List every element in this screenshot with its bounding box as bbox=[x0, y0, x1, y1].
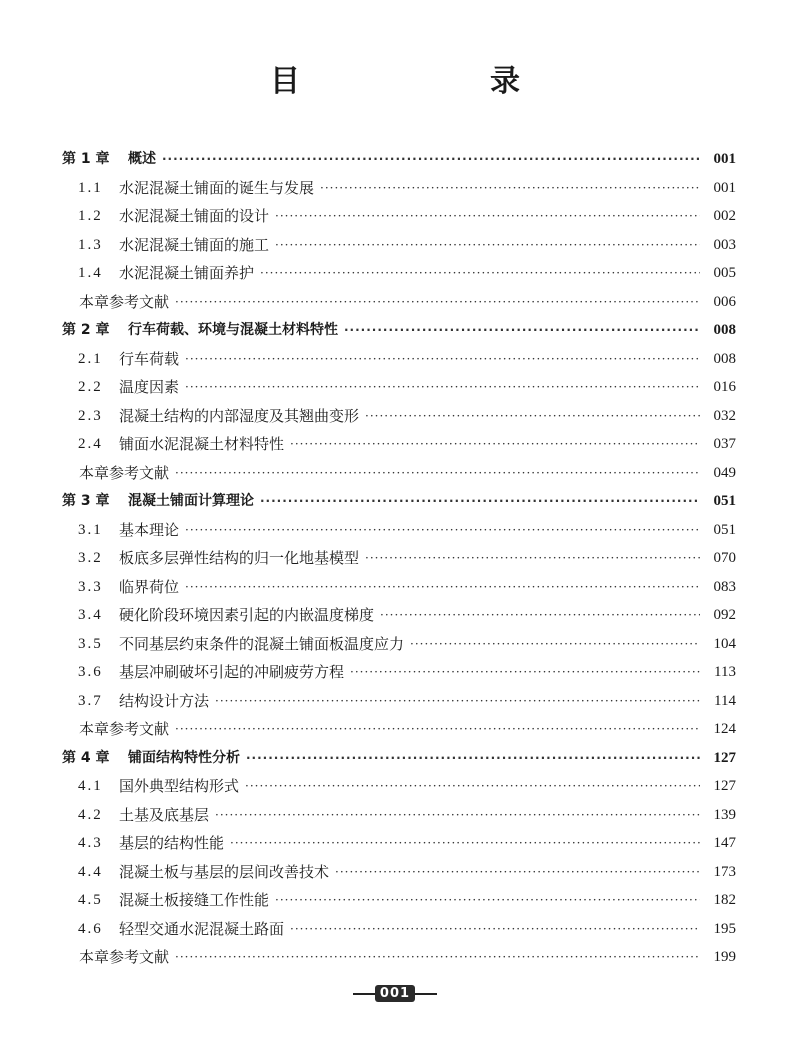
toc-entry-title: 临界荷位 bbox=[119, 577, 180, 596]
dot-leader bbox=[335, 862, 700, 882]
toc-section-row[interactable] bbox=[0, 658, 790, 687]
toc-references-row[interactable] bbox=[0, 715, 790, 744]
dot-leader bbox=[275, 890, 700, 910]
toc-page-number: 002 bbox=[713, 208, 736, 225]
toc-section-row[interactable] bbox=[0, 202, 790, 231]
toc-entry-title: 温度因素 bbox=[119, 378, 180, 397]
toc-entry-title: 结构设计方法 bbox=[119, 691, 210, 710]
toc-section-row[interactable] bbox=[0, 630, 790, 659]
toc-page-number: 008 bbox=[713, 350, 736, 367]
dot-leader bbox=[290, 919, 700, 939]
toc-page-number: 199 bbox=[713, 949, 736, 966]
toc-entry-title: 混凝土结构的内部湿度及其翘曲变形 bbox=[119, 406, 360, 425]
toc-entry-number: 1.1 bbox=[78, 179, 103, 196]
toc-page-number: 114 bbox=[714, 692, 736, 709]
toc-section-row[interactable] bbox=[0, 687, 790, 716]
toc-chapter-row[interactable] bbox=[0, 487, 790, 516]
toc-entry-number: 3.5 bbox=[78, 635, 103, 652]
toc-page-number: 003 bbox=[713, 236, 736, 253]
toc-section-row[interactable] bbox=[0, 915, 790, 944]
toc-entry-number: 3.1 bbox=[78, 521, 103, 538]
toc-entry-title: 行车荷载、环境与混凝土材料特性 bbox=[128, 322, 338, 339]
toc-entry-number: 2.2 bbox=[78, 379, 103, 396]
toc-entry-number: 2.4 bbox=[78, 436, 103, 453]
dot-leader bbox=[320, 178, 700, 198]
toc-page-number: 083 bbox=[713, 578, 736, 595]
toc-entry-number: 1.4 bbox=[78, 265, 103, 282]
toc-entry-title: 概述 bbox=[128, 151, 156, 168]
toc-entry-title: 混凝土板接缝工作性能 bbox=[119, 891, 270, 910]
toc-section-row[interactable] bbox=[0, 858, 790, 887]
toc-references-row[interactable] bbox=[0, 943, 790, 972]
dot-leader bbox=[175, 719, 700, 739]
toc-entry-number: 2.3 bbox=[78, 407, 103, 424]
toc-page-number: 001 bbox=[713, 151, 736, 168]
toc-page-number: 049 bbox=[713, 464, 736, 481]
dot-leader bbox=[365, 548, 700, 568]
dot-leader bbox=[350, 662, 700, 682]
toc-section-row[interactable] bbox=[0, 516, 790, 545]
toc-section-row[interactable] bbox=[0, 345, 790, 374]
dot-leader bbox=[185, 520, 700, 540]
page-footer bbox=[0, 985, 790, 1002]
toc-page-number: 037 bbox=[713, 436, 736, 453]
toc-entry-title: 基本理论 bbox=[119, 520, 180, 539]
toc-page-number: 139 bbox=[713, 806, 736, 823]
toc-page-number: 113 bbox=[714, 664, 736, 681]
toc-chapter-row[interactable] bbox=[0, 145, 790, 174]
toc-entry-number: 2.1 bbox=[78, 350, 103, 367]
dot-leader bbox=[275, 206, 700, 226]
toc-chapter-row[interactable] bbox=[0, 316, 790, 345]
toc-page-number: 051 bbox=[713, 493, 736, 510]
toc-entry-title: 本章参考文献 bbox=[79, 463, 170, 482]
toc-entry-number: 第 1 章 bbox=[62, 151, 110, 168]
toc-entry-title: 基层冲刷破坏引起的冲刷疲劳方程 bbox=[119, 663, 345, 682]
toc-page-number: 182 bbox=[713, 892, 736, 909]
toc-entry-title: 基层的结构性能 bbox=[119, 834, 225, 853]
toc-section-row[interactable] bbox=[0, 231, 790, 260]
table-of-contents bbox=[0, 145, 790, 972]
toc-entry-number: 第 3 章 bbox=[62, 493, 110, 510]
toc-references-row[interactable] bbox=[0, 459, 790, 488]
toc-section-row[interactable] bbox=[0, 772, 790, 801]
toc-entry-number: 4.2 bbox=[78, 806, 103, 823]
toc-entry-title: 本章参考文献 bbox=[79, 292, 170, 311]
dot-leader bbox=[175, 292, 700, 312]
dot-leader bbox=[175, 947, 700, 967]
toc-page-number: 147 bbox=[713, 835, 736, 852]
dot-leader bbox=[185, 377, 700, 397]
toc-entry-title: 板底多层弹性结构的归一化地基模型 bbox=[119, 549, 360, 568]
toc-page-number: 005 bbox=[713, 265, 736, 282]
toc-entry-title: 水泥混凝土铺面的施工 bbox=[119, 235, 270, 254]
toc-entry-title: 国外典型结构形式 bbox=[119, 777, 240, 796]
toc-entry-number: 1.3 bbox=[78, 236, 103, 253]
toc-page-number: 032 bbox=[713, 407, 736, 424]
toc-section-row[interactable] bbox=[0, 801, 790, 830]
toc-entry-number: 4.1 bbox=[78, 778, 103, 795]
toc-section-row[interactable] bbox=[0, 259, 790, 288]
dot-leader bbox=[410, 634, 700, 654]
dot-leader bbox=[185, 577, 700, 597]
dot-leader bbox=[185, 349, 700, 369]
page-title: 目 录 bbox=[270, 64, 600, 99]
dot-leader bbox=[365, 406, 700, 426]
toc-entry-number: 1.2 bbox=[78, 208, 103, 225]
toc-page-number: 127 bbox=[713, 749, 736, 766]
toc-section-row[interactable] bbox=[0, 430, 790, 459]
dot-leader bbox=[344, 320, 700, 340]
footer-rule-right bbox=[415, 993, 437, 995]
toc-page-number: 092 bbox=[713, 607, 736, 624]
toc-entry-number: 3.2 bbox=[78, 550, 103, 567]
toc-entry-number: 第 2 章 bbox=[62, 322, 110, 339]
toc-entry-number: 第 4 章 bbox=[62, 749, 110, 766]
toc-entry-title: 混凝土铺面计算理论 bbox=[128, 493, 254, 510]
toc-page-number: 127 bbox=[713, 778, 736, 795]
toc-entry-title: 混凝土板与基层的层间改善技术 bbox=[119, 862, 330, 881]
toc-entry-title: 硬化阶段环境因素引起的内嵌温度梯度 bbox=[119, 606, 375, 625]
toc-page-number: 051 bbox=[713, 521, 736, 538]
toc-references-row[interactable] bbox=[0, 288, 790, 317]
toc-entry-number: 4.5 bbox=[78, 892, 103, 909]
toc-section-row[interactable] bbox=[0, 829, 790, 858]
toc-entry-title: 水泥混凝土铺面养护 bbox=[119, 264, 255, 283]
toc-page-number: 173 bbox=[713, 863, 736, 880]
dot-leader bbox=[380, 605, 700, 625]
dot-leader bbox=[215, 691, 700, 711]
dot-leader bbox=[290, 434, 700, 454]
toc-chapter-row[interactable] bbox=[0, 744, 790, 773]
toc-page-number: 195 bbox=[713, 920, 736, 937]
toc-entry-title: 轻型交通水泥混凝土路面 bbox=[119, 919, 285, 938]
dot-leader bbox=[246, 748, 700, 768]
toc-entry-title: 水泥混凝土铺面的诞生与发展 bbox=[119, 178, 315, 197]
toc-section-row[interactable] bbox=[0, 402, 790, 431]
toc-entry-title: 本章参考文献 bbox=[79, 720, 170, 739]
toc-page-number: 001 bbox=[713, 179, 736, 196]
dot-leader bbox=[230, 833, 700, 853]
dot-leader bbox=[245, 776, 700, 796]
dot-leader bbox=[215, 805, 700, 825]
toc-entry-number: 3.6 bbox=[78, 664, 103, 681]
page-number: 001 bbox=[375, 985, 415, 1002]
toc-page-number: 124 bbox=[713, 721, 736, 738]
toc-entry-title: 本章参考文献 bbox=[79, 948, 170, 967]
toc-entry-title: 铺面结构特性分析 bbox=[128, 749, 240, 766]
toc-entry-number: 3.3 bbox=[78, 578, 103, 595]
toc-section-row[interactable] bbox=[0, 373, 790, 402]
toc-section-row[interactable] bbox=[0, 544, 790, 573]
toc-entry-number: 4.4 bbox=[78, 863, 103, 880]
toc-entry-title: 不同基层约束条件的混凝土铺面板温度应力 bbox=[119, 634, 405, 653]
toc-section-row[interactable] bbox=[0, 886, 790, 915]
toc-section-row[interactable] bbox=[0, 573, 790, 602]
toc-section-row[interactable] bbox=[0, 601, 790, 630]
dot-leader bbox=[260, 263, 700, 283]
toc-entry-title: 水泥混凝土铺面的设计 bbox=[119, 207, 270, 226]
dot-leader bbox=[275, 235, 700, 255]
toc-page-number: 008 bbox=[713, 322, 736, 339]
toc-entry-title: 土基及底基层 bbox=[119, 805, 210, 824]
toc-page-number: 104 bbox=[713, 635, 736, 652]
toc-page-number: 006 bbox=[713, 293, 736, 310]
toc-entry-number: 4.6 bbox=[78, 920, 103, 937]
toc-entry-number: 3.7 bbox=[78, 692, 103, 709]
footer-rule-left bbox=[353, 993, 375, 995]
toc-section-row[interactable] bbox=[0, 174, 790, 203]
toc-page-number: 016 bbox=[713, 379, 736, 396]
toc-entry-title: 铺面水泥混凝土材料特性 bbox=[119, 435, 285, 454]
dot-leader bbox=[260, 491, 700, 511]
toc-entry-title: 行车荷载 bbox=[119, 349, 180, 368]
dot-leader bbox=[175, 463, 700, 483]
toc-page-number: 070 bbox=[713, 550, 736, 567]
toc-entry-number: 4.3 bbox=[78, 835, 103, 852]
toc-entry-number: 3.4 bbox=[78, 607, 103, 624]
dot-leader bbox=[162, 149, 700, 169]
